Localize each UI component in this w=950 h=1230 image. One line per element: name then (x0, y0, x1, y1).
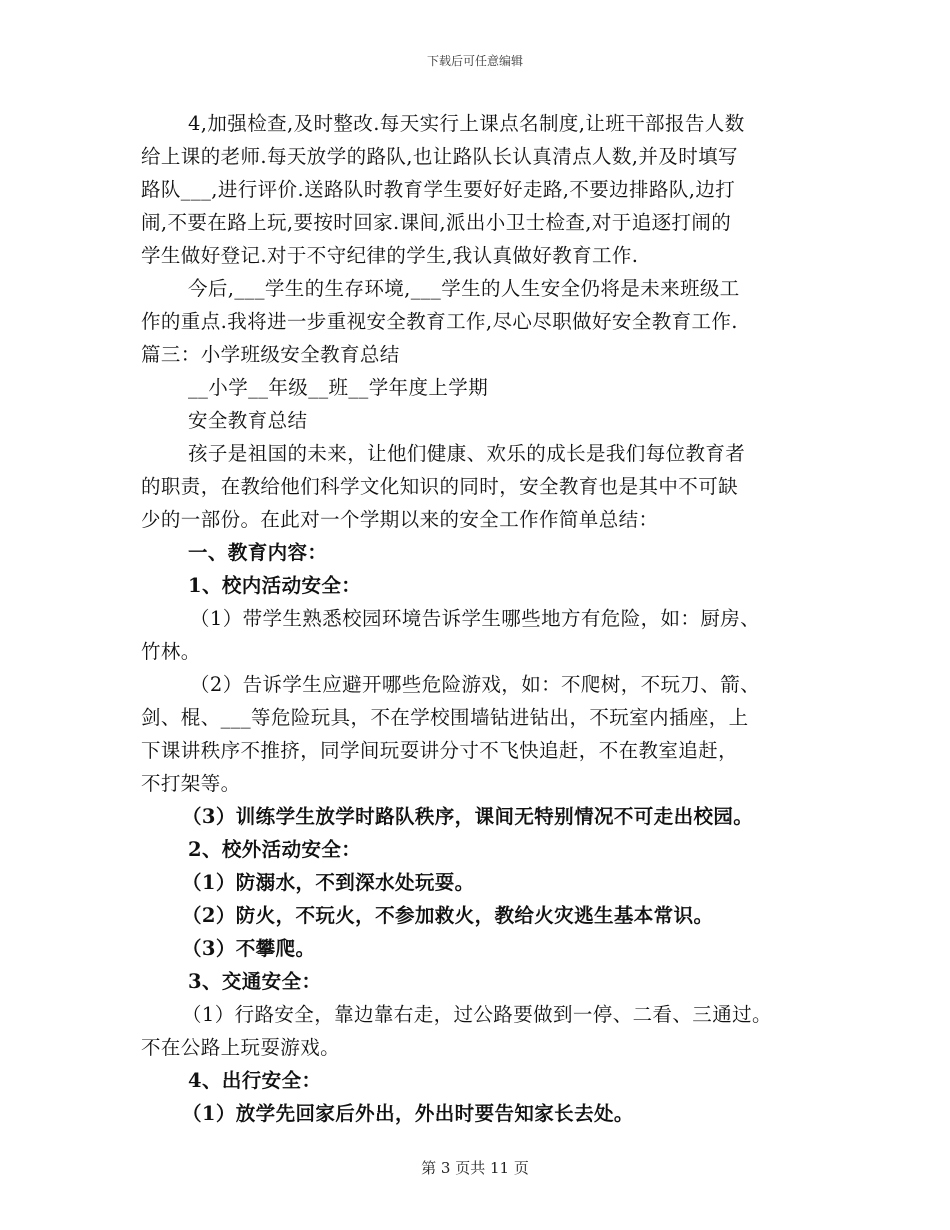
list-item-continuation: 剑、棍、___等危险玩具，不在学校围墙钻进钻出，不玩室内插座，上 (141, 706, 749, 729)
page-footer: 第 3 页共 11 页 (421, 1159, 529, 1177)
page-header: 下载后可任意编辑 (426, 54, 523, 68)
list-item-continuation: 下课讲秩序不推挤，同学间玩耍讲分寸不飞快追赶，不在教室追赶， (141, 739, 739, 762)
document-body (141, 107, 831, 1130)
list-item: （3）训练学生放学时路队秩序，课间无特别情况不可走出校园。 (182, 805, 754, 828)
paragraph-line: 今后,___学生的生存环境,___学生的人生安全仍将是未来班级工 (188, 277, 740, 300)
paragraph-line: 作的重点.我将进一步重视安全教育工作,尽心尽职做好安全教育工作. (141, 310, 738, 333)
paragraph-line: 的职责，在教给他们科学文化知识的同时，安全教育也是其中不可缺 (141, 475, 739, 498)
heading-line: 3、交通安全： (188, 970, 322, 993)
list-item: （1）行路安全，靠边靠右走，过公路要做到一停、二看、三通过。 (182, 1003, 772, 1026)
heading-line: 2、校外活动安全： (188, 838, 362, 861)
section-title: 篇三：小学班级安全教育总结 (141, 343, 400, 366)
paragraph-line: 4,加强检查,及时整改.每天实行上课点名制度,让班干部报告人数 (188, 112, 745, 135)
paragraph-line: 孩子是祖国的未来，让他们健康、欢乐的成长是我们每位教育者 (188, 442, 746, 465)
subtitle-line: __小学__年级__班__学年度上学期 (188, 376, 489, 399)
heading-line: 4、出行安全： (188, 1069, 322, 1092)
list-item: （1）防溺水，不到深水处玩耍。 (182, 871, 475, 894)
list-item: （1）放学先回家后外出，外出时要告知家长去处。 (182, 1102, 634, 1125)
list-item-continuation: 不在公路上玩耍游戏。 (141, 1036, 341, 1059)
list-item: （2）告诉学生应避开哪些危险游戏，如：不爬树，不玩刀、箭、 (190, 673, 761, 696)
paragraph-line: 给上课的老师.每天放学的路队,也让路队长认真清点人数,并及时填写 (141, 145, 738, 168)
paragraph-line: 学生做好登记.对于不守纪律的学生,我认真做好教育工作. (141, 244, 639, 267)
heading-line: 1、校内活动安全： (188, 574, 362, 597)
list-item: （2）防火，不玩火，不参加救火，教给火灾逃生基本常识。 (182, 904, 714, 927)
list-item-continuation: 竹林。 (141, 640, 201, 663)
list-item: （1）带学生熟悉校园环境告诉学生哪些地方有危险，如：厨房、 (190, 607, 761, 630)
list-item: （3）不攀爬。 (182, 937, 316, 960)
list-item-continuation: 不打架等。 (141, 772, 241, 795)
subtitle-line: 安全教育总结 (188, 409, 308, 432)
paragraph-line: 少的一部份。在此对一个学期以来的安全工作作简单总结： (141, 508, 659, 531)
paragraph-line: 路队___,进行评价.送路队时教育学生要好好走路,不要边排路队,边打 (141, 178, 736, 201)
heading-line: 一、教育内容： (188, 541, 328, 564)
paragraph-line: 闹,不要在路上玩,要按时回家.课间,派出小卫士检查,对于追逐打闹的 (141, 211, 732, 234)
